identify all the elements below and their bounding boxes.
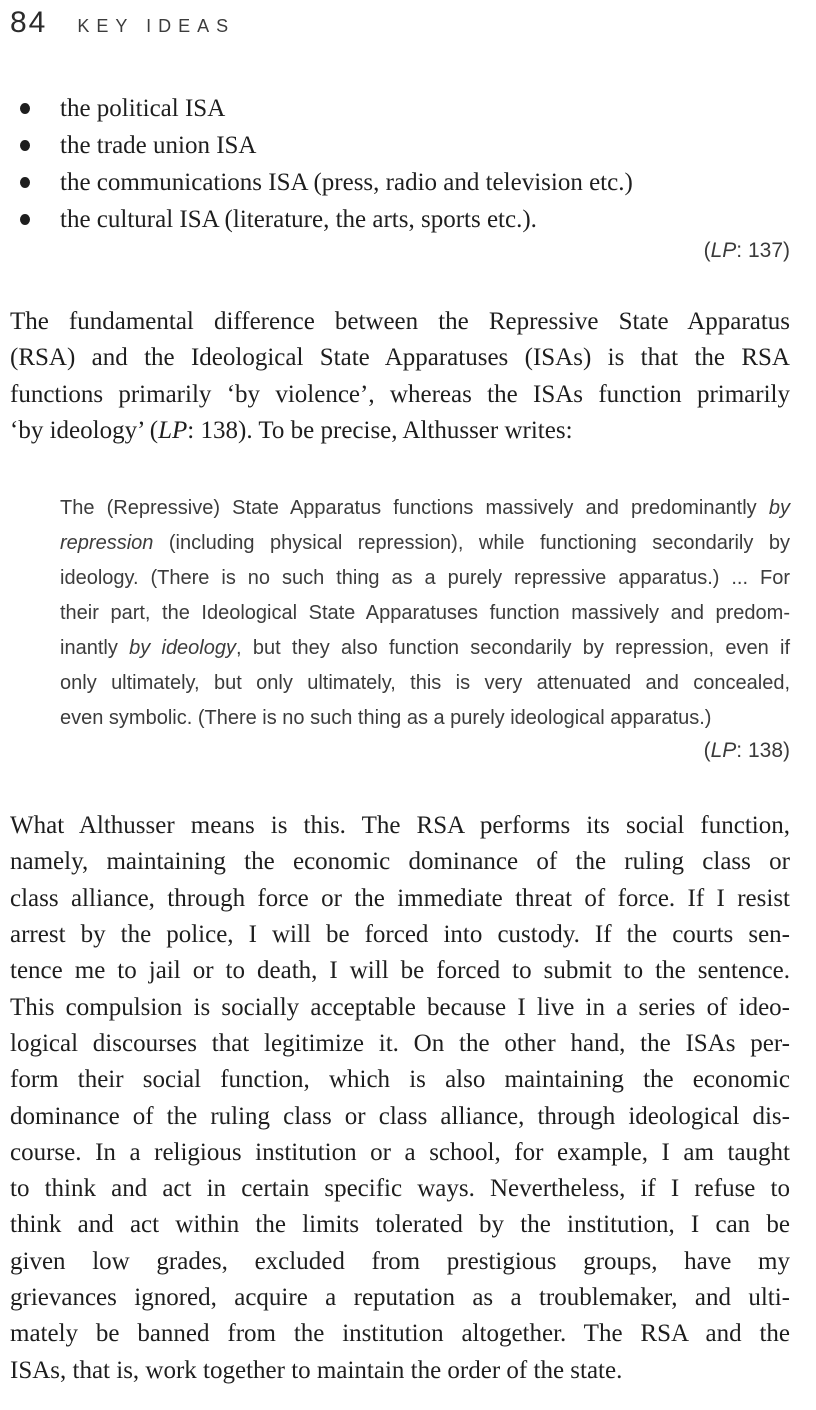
text-line: ISAs, that is, work together to maintain the order of the state. bbox=[10, 1356, 623, 1384]
citation-lp-137: (LP: 137) bbox=[703, 239, 790, 262]
bullet-item-label: the political ISA bbox=[60, 95, 226, 122]
text-line: dominance of the ruling class or class alliance, through ideological dis- bbox=[10, 1102, 790, 1130]
text-line: ‘by ideology’ (LP: 138). To be precise, Althusser writes: bbox=[10, 416, 573, 444]
bullet-item-label: the cultural ISA (literature, the arts, sports etc.). bbox=[60, 206, 537, 233]
text-line: logical discourses that legitimize it. On the other hand, the ISAs per- bbox=[10, 1029, 790, 1057]
text-line: (RSA) and the Ideological State Apparatuses (ISAs) is that the RSA bbox=[10, 344, 790, 372]
text-line: given low grades, excluded from prestigious groups, have my bbox=[10, 1247, 790, 1275]
bullet-item bbox=[10, 127, 790, 164]
bullet-item bbox=[10, 164, 790, 201]
text-line: grievances ignored, acquire a reputation as a troublemaker, and ulti- bbox=[10, 1284, 790, 1312]
bullet-item bbox=[10, 90, 790, 127]
citation-lp-138: (LP: 138) bbox=[703, 739, 790, 763]
text-line: to think and act in certain specific ways. Nevertheless, if I refuse to bbox=[10, 1175, 790, 1203]
text-line: inantly by ideology, but they also function secondarily by repression, even if bbox=[60, 637, 790, 660]
bullet-marker-icon bbox=[20, 214, 30, 225]
bullet-marker-icon bbox=[20, 177, 30, 188]
text-line: What Althusser means is this. The RSA performs its social function, bbox=[10, 812, 790, 840]
text-line: their part, the Ideological State Apparatuses function massively and predom- bbox=[60, 602, 790, 625]
bullet-marker-icon bbox=[20, 140, 30, 151]
running-head bbox=[10, 6, 790, 40]
bullet-item-label: the communications ISA (press, radio and television etc.) bbox=[60, 169, 633, 196]
paragraph-fundamental-difference bbox=[10, 304, 790, 449]
bullet-item-label: the trade union ISA bbox=[60, 132, 257, 159]
text-line: ideology. (There is no such thing as a purely repressive apparatus.) ... For bbox=[60, 567, 790, 590]
text-line: class alliance, through force or the immediate threat of force. If I resist bbox=[10, 884, 790, 912]
text-line: only ultimately, but only ultimately, this is very attenuated and concealed, bbox=[60, 672, 790, 695]
text-line: namely, maintaining the economic dominance of the ruling class or bbox=[10, 848, 790, 876]
text-line: think and act within the limits tolerated by the institution, I can be bbox=[10, 1211, 790, 1239]
page-number: 84 bbox=[10, 6, 48, 39]
text-line: functions primarily ‘by violence’, whereas the ISAs function primarily bbox=[10, 380, 790, 408]
isa-bullet-list bbox=[10, 90, 790, 238]
bullet-item bbox=[10, 201, 790, 238]
text-line: even symbolic. (There is no such thing as a purely ideological apparatus.) bbox=[60, 707, 712, 730]
text-line: repression (including physical repression), while functioning secondarily by bbox=[60, 532, 790, 555]
text-line: arrest by the police, I will be forced into custody. If the courts sen- bbox=[10, 921, 790, 949]
text-line: form their social function, which is also maintaining the economic bbox=[10, 1066, 790, 1094]
text-line: This compulsion is socially acceptable because I live in a series of ideo- bbox=[10, 993, 790, 1021]
text-line: mately be banned from the institution altogether. The RSA and the bbox=[10, 1320, 790, 1348]
text-line: course. In a religious institution or a school, for example, I am taught bbox=[10, 1138, 790, 1166]
text-line: The fundamental difference between the Repressive State Apparatus bbox=[10, 308, 790, 335]
althusser-block-quote bbox=[60, 491, 790, 736]
text-line: The (Repressive) State Apparatus functions massively and predominantly by bbox=[60, 497, 790, 520]
bullet-marker-icon bbox=[20, 103, 30, 114]
text-line: tence me to jail or to death, I will be forced to submit to the sentence. bbox=[10, 957, 790, 985]
paragraph-what-althusser-means bbox=[10, 808, 790, 1389]
running-head-title: KEY IDEAS bbox=[77, 16, 236, 36]
